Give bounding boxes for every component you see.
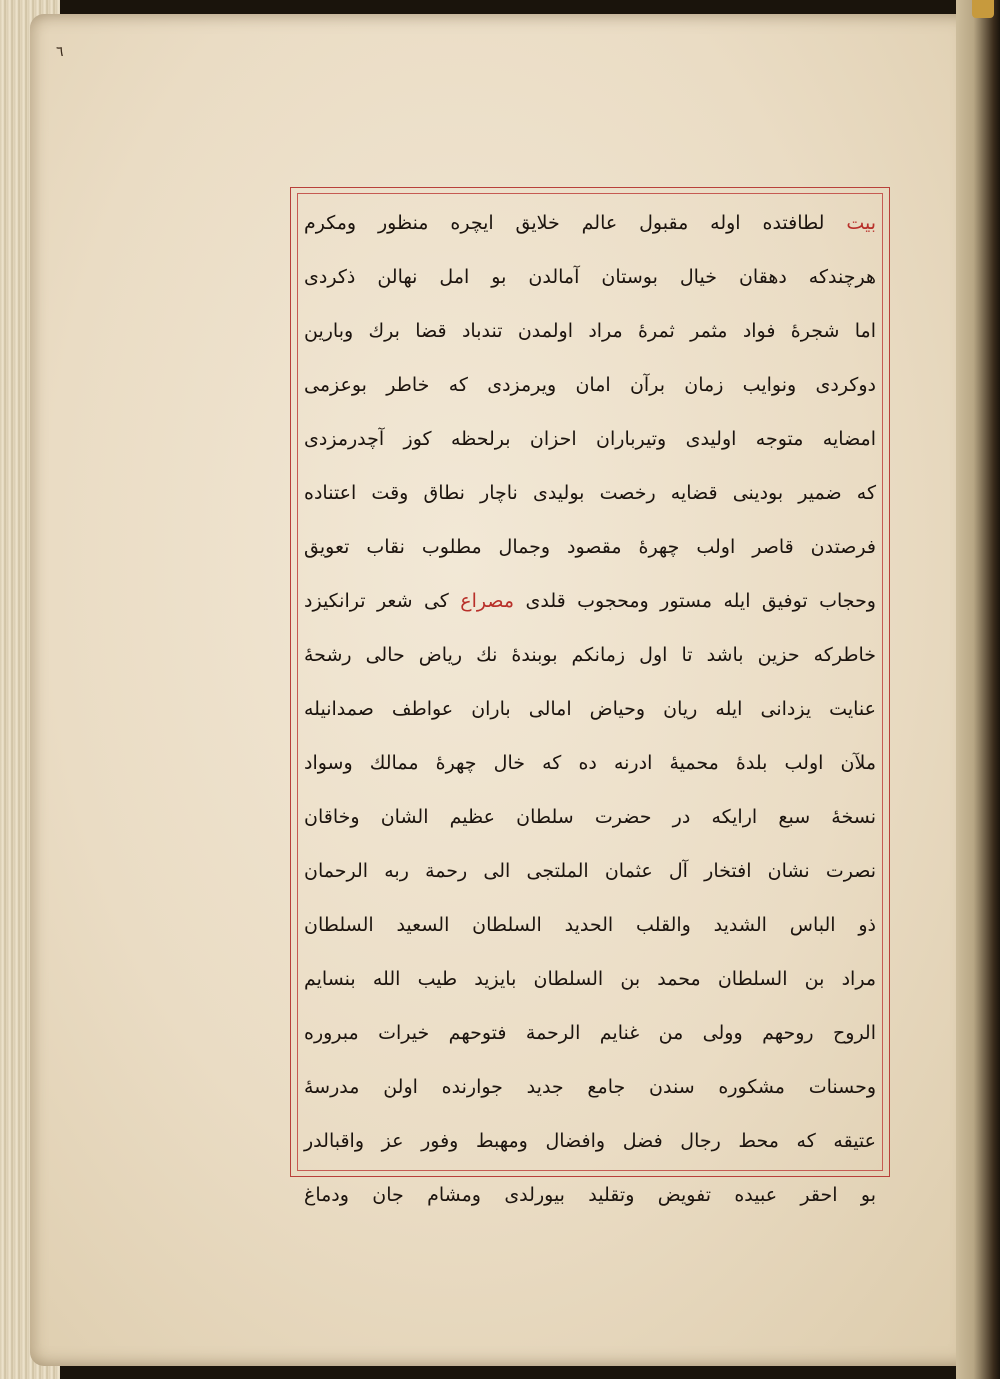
text-line xyxy=(300,196,880,250)
text-line xyxy=(300,844,880,898)
text-line xyxy=(300,1114,880,1168)
line-text: وحجاب توفيق ايله مستور ومحجوب قلدى xyxy=(525,590,876,612)
text-line xyxy=(300,520,880,574)
rubric-misra: مصراع xyxy=(460,590,515,612)
line-text: خاطركه حزين باشد تا اول زمانكم بوبندۀ نك رياض حالى رشحۀ xyxy=(304,644,876,666)
line-text: امضايه متوجه اوليدى وتيرباران احزان برلحظه كوز آچدرمزدى xyxy=(304,428,876,450)
line-text: وحسنات مشكوره سندن جامع جديد جوارنده اولن مدرسۀ xyxy=(304,1076,876,1098)
text-line xyxy=(300,358,880,412)
text-line xyxy=(300,1168,880,1222)
text-line xyxy=(300,736,880,790)
folio-number: ٦ xyxy=(56,44,64,60)
text-line xyxy=(300,1006,880,1060)
text-line xyxy=(300,250,880,304)
text-line xyxy=(300,790,880,844)
line-text: عنايت يزدانى ايله ريان وحياض امالى باران عواطف صمدانيله xyxy=(304,698,876,720)
text-line xyxy=(300,628,880,682)
rubric-bayt: بيت xyxy=(846,212,876,234)
line-text: نصرت نشان افتخار آل عثمان الملتجى الى رحمة ربه الرحمان xyxy=(304,860,876,882)
line-text: عتيقه كه محط رجال فضل وافضال ومهبط وفور عز واقبالدر xyxy=(304,1130,876,1152)
text-line xyxy=(300,574,880,628)
line-text: مراد بن السلطان محمد بن السلطان بايزيد طيب الله بنسايم xyxy=(304,968,876,990)
text-line xyxy=(300,304,880,358)
line-text: هرچندكه دهقان خيال بوستان آمالدن بو امل نهالن ذكردى xyxy=(304,266,876,288)
text-line xyxy=(300,1060,880,1114)
line-text: الروح روحهم وولى من غنايم الرحمة فتوحهم خيرات مبروره xyxy=(304,1022,876,1044)
binding-gutter xyxy=(956,0,1000,1379)
text-block xyxy=(300,196,880,1206)
line-text: لطافتدە اولە مقبول عالم خلايق ايچرە منظور ومكرم xyxy=(304,212,825,234)
line-text: اما شجرۀ فواد مثمر ثمرۀ مراد اولمدن تندباد قضا برك وبارين xyxy=(304,320,876,342)
text-line xyxy=(300,952,880,1006)
line-text: ملآن اولب بلدۀ محميۀ ادرنه ده كه خال چهرۀ ممالك وسواد xyxy=(304,752,876,774)
line-text: كى شعر ترانكيزد xyxy=(304,590,449,612)
line-text: بو احقر عبيده تفويض وتقليد بيورلدى ومشام جان ودماغ xyxy=(304,1184,876,1206)
line-text: فرصتدن قاصر اولب چهرۀ مقصود وجمال مطلوب نقاب تعويق xyxy=(304,536,876,558)
line-text: دوكردى ونوايب زمان برآن امان ويرمزدى كه خاطر بوعزمى xyxy=(304,374,876,396)
line-text: كه ضمير بودينى قضايه رخصت بوليدى ناچار نطاق وقت اعتناده xyxy=(304,482,876,504)
text-line xyxy=(300,466,880,520)
line-text: ذو الباس الشديد والقلب الحديد السلطان السعيد السلطان xyxy=(304,914,876,936)
line-text: نسخۀ سبع ارايكه در حضرت سلطان عظيم الشان وخاقان xyxy=(304,806,876,828)
text-line xyxy=(300,898,880,952)
text-line xyxy=(300,412,880,466)
bookmark-tab xyxy=(972,0,994,18)
text-line xyxy=(300,682,880,736)
